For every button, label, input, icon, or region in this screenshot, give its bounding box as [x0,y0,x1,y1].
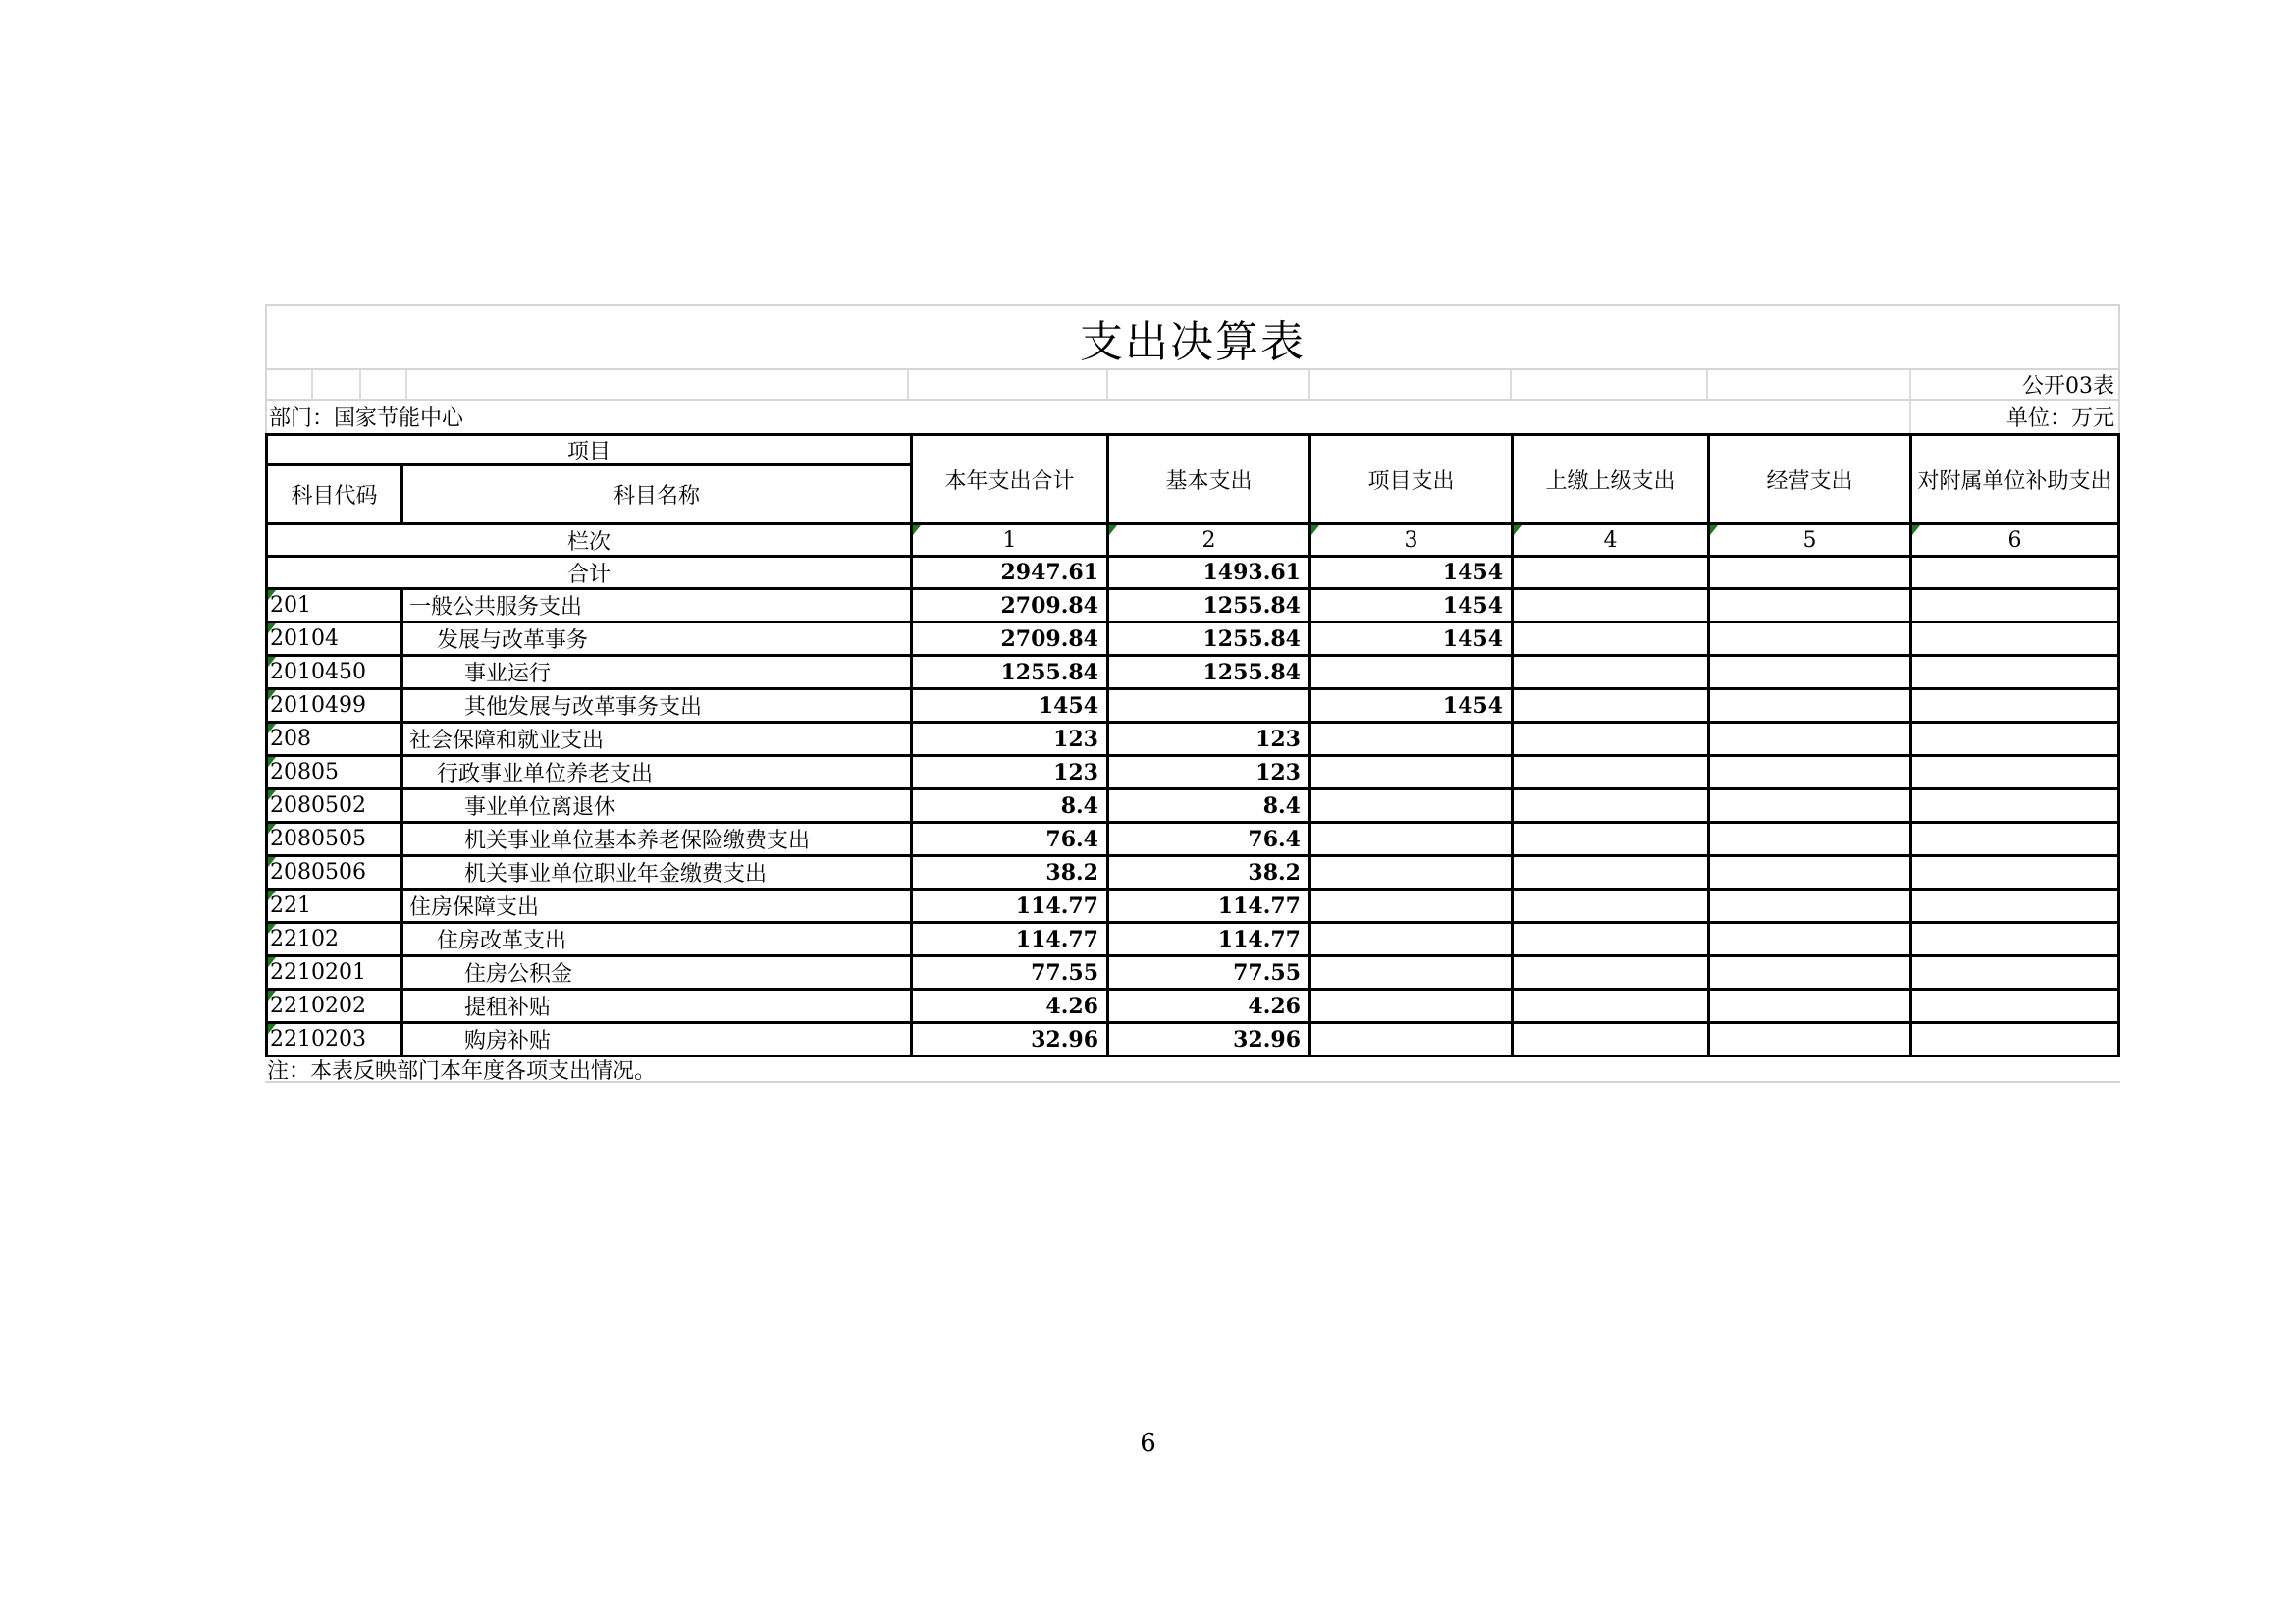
value-cell [1511,857,1707,888]
subject-name-cell: 一般公共服务支出 [409,595,583,620]
header-value-column: 项目支出 [1308,436,1511,522]
value-cell: 114.77 [1106,891,1308,921]
table-row [268,587,2117,621]
error-indicator-icon [913,525,921,535]
value-cell [1707,790,1909,821]
column-index-row [268,522,2117,555]
value-cell [1511,957,1707,988]
value-cell [1909,824,2117,854]
value-cell [1909,590,2117,621]
value-cell [1308,891,1511,921]
subject-name-cell: 住房公积金 [464,962,573,987]
subject-code-cell: 2210202 [268,991,403,1021]
value-cell [1909,991,2117,1021]
value-cell [1511,891,1707,921]
error-indicator-icon [1710,525,1718,535]
value-cell [1308,1024,1511,1055]
value-cell [1909,1024,2117,1055]
gridline [311,370,313,399]
page-title: 支出决算表 [1080,316,1306,367]
lanci-number: 4 [1511,525,1707,555]
header-item-sub [268,466,910,522]
value-cell [1909,757,2117,787]
error-indicator-icon [268,590,276,600]
value-cell [1909,857,2117,888]
value-cell: 8.4 [910,790,1106,821]
subject-name-cell: 行政事业单位养老支出 [437,762,654,786]
error-indicator-icon [268,957,276,967]
total-value [1511,558,1707,587]
value-cell [1308,857,1511,888]
value-cell [1909,891,2117,921]
value-cell [1707,924,1909,954]
lanci-number: 1 [910,525,1106,555]
subject-code-cell: 20104 [268,623,403,654]
table-footnote [265,1057,2120,1083]
value-cell [1707,1024,1909,1055]
table-row [268,954,2117,988]
total-cells [910,558,2117,587]
lanci-cells [910,525,2117,555]
value-cell: 8.4 [1106,790,1308,821]
total-row [268,555,2117,587]
total-value: 2947.61 [910,558,1106,587]
value-cell [1707,724,1909,754]
value-cell [1308,790,1511,821]
table-row [268,1021,2117,1055]
table-row [268,621,2117,654]
value-cell: 76.4 [1106,824,1308,854]
total-value [1909,558,2117,587]
value-cell: 4.26 [1106,991,1308,1021]
subject-name-cell: 其他发展与改革事务支出 [464,695,703,720]
table-row [268,888,2117,921]
header-value-column: 经营支出 [1707,436,1909,522]
value-cell: 1255.84 [910,657,1106,687]
value-cell: 114.77 [910,891,1106,921]
total-value: 1454 [1308,558,1511,587]
value-cell: 77.55 [1106,957,1308,988]
lanci-number: 2 [1106,525,1308,555]
value-cell: 32.96 [1106,1024,1308,1055]
header-value-column: 上缴上级支出 [1511,436,1707,522]
value-cell [1511,924,1707,954]
subject-code-cell: 201 [268,590,403,621]
error-indicator-icon [268,790,276,800]
value-cell [1707,857,1909,888]
value-cell [1909,790,2117,821]
header-item: 项目 [268,436,910,466]
value-cell [1707,690,1909,721]
value-cell: 114.77 [910,924,1106,954]
value-cell: 1454 [1308,690,1511,721]
sheet-label: 公开03表 [2022,374,2114,399]
expenditure-table [265,433,2120,1057]
value-cell [1707,891,1909,921]
gridline [1909,401,1911,433]
value-cell: 32.96 [910,1024,1106,1055]
subject-code-cell: 2080502 [268,790,403,821]
error-indicator-icon [268,757,276,767]
subject-code-cell: 221 [268,891,403,921]
error-indicator-icon [1514,525,1522,535]
lanci-number: 5 [1707,525,1909,555]
lanci-label: 栏次 [566,529,611,555]
subject-code-cell: 2210203 [268,1024,403,1055]
header-value-column: 对附属单位补助支出 [1909,436,2117,522]
value-cell: 38.2 [910,857,1106,888]
sheet-label-row [265,370,2120,401]
value-cell [1909,690,2117,721]
subject-code-cell: 2080505 [268,824,403,854]
value-cell: 77.55 [910,957,1106,988]
value-cell [1511,690,1707,721]
value-cell [1909,657,2117,687]
error-indicator-icon [268,991,276,1001]
value-cell: 1454 [910,690,1106,721]
value-cell [1511,623,1707,654]
table-row [268,787,2117,821]
value-cell [1707,957,1909,988]
value-cell [1909,724,2117,754]
subject-name-cell: 提租补贴 [464,996,552,1020]
gridline [1510,370,1512,399]
department-unit-row [265,401,2120,433]
value-cell [1308,657,1511,687]
value-cell [1308,957,1511,988]
header-value-column: 基本支出 [1106,436,1308,522]
value-cell [1106,690,1308,721]
subject-name-cell: 事业运行 [464,662,552,686]
error-indicator-icon [268,824,276,834]
value-cell [1909,957,2117,988]
value-cell [1511,991,1707,1021]
value-cell: 123 [1106,757,1308,787]
table-row [268,654,2117,687]
header-subject-code: 科目代码 [268,466,403,522]
page-number: 6 [1140,1429,1156,1458]
value-cell [1511,824,1707,854]
value-cell: 114.77 [1106,924,1308,954]
value-cell [1511,1024,1707,1055]
gridline [1308,370,1310,399]
table-title-row [265,304,2120,370]
error-indicator-icon [268,1024,276,1034]
value-cell [1511,724,1707,754]
subject-code-cell: 22102 [268,924,403,954]
subject-name-cell: 事业单位离退休 [464,795,616,820]
value-cell: 4.26 [910,991,1106,1021]
header-item-block [268,436,910,522]
spreadsheet-print-area [265,304,2120,1083]
value-cell: 123 [1106,724,1308,754]
total-value [1707,558,1909,587]
value-cell [1909,623,2117,654]
value-cell [1308,724,1511,754]
subject-name-cell: 社会保障和就业支出 [409,729,605,753]
value-cell: 1454 [1308,623,1511,654]
value-cell [1308,924,1511,954]
value-cell [1308,757,1511,787]
table-row [268,754,2117,787]
table-row [268,821,2117,854]
gridline [359,370,361,399]
value-cell: 38.2 [1106,857,1308,888]
total-value: 1493.61 [1106,558,1308,587]
table-row [268,721,2117,754]
lanci-number: 6 [1909,525,2117,555]
header-value-column: 本年支出合计 [910,436,1106,522]
header-subject-name: 科目名称 [613,484,700,509]
value-cell [1511,757,1707,787]
value-cell: 1255.84 [1106,623,1308,654]
department-label: 部门：国家节能中心 [269,406,464,431]
gridline [1106,370,1108,399]
table-row [268,854,2117,888]
subject-code-cell: 2010499 [268,690,403,721]
error-indicator-icon [268,857,276,867]
subject-code-cell: 208 [268,724,403,754]
footnote-text: 注：本表反映部门本年度各项支出情况。 [267,1058,657,1084]
value-cell [1707,590,1909,621]
value-cell [1308,991,1511,1021]
subject-name-cell: 机关事业单位基本养老保险缴费支出 [464,829,811,853]
value-cell: 1255.84 [1106,590,1308,621]
value-cell [1511,590,1707,621]
subject-name-cell: 购房补贴 [464,1029,552,1054]
value-cell: 76.4 [910,824,1106,854]
lanci-number: 3 [1308,525,1511,555]
error-indicator-icon [268,891,276,900]
subject-name-cell: 机关事业单位职业年金缴费支出 [464,862,768,887]
gridline [907,370,909,399]
value-cell [1308,824,1511,854]
table-header-row [268,436,2117,522]
value-cell [1707,757,1909,787]
value-cell [1707,623,1909,654]
error-indicator-icon [268,657,276,667]
subject-name-cell: 住房改革支出 [437,929,567,953]
value-cell: 2709.84 [910,590,1106,621]
subject-code-cell: 2080506 [268,857,403,888]
value-cell [1909,924,2117,954]
value-cell: 2709.84 [910,623,1106,654]
gridline [1909,370,1911,399]
subject-code-cell: 20805 [268,757,403,787]
total-label: 合计 [566,562,611,587]
value-cell: 123 [910,724,1106,754]
error-indicator-icon [1311,525,1319,535]
gridline [1706,370,1708,399]
table-row [268,988,2117,1021]
error-indicator-icon [268,924,276,934]
value-cell [1707,824,1909,854]
table-body [268,587,2117,1055]
subject-code-cell: 2210201 [268,957,403,988]
error-indicator-icon [1109,525,1117,535]
subject-name-cell: 发展与改革事务 [437,628,589,653]
value-cell: 1255.84 [1106,657,1308,687]
value-cell [1511,657,1707,687]
subject-code-cell: 2010450 [268,657,403,687]
error-indicator-icon [268,623,276,633]
table-row [268,687,2117,721]
value-cell [1707,657,1909,687]
unit-label: 单位：万元 [2005,406,2114,431]
subject-name-cell: 住房保障支出 [409,895,540,920]
gridline [405,370,407,399]
error-indicator-icon [268,724,276,733]
error-indicator-icon [268,690,276,700]
value-cell: 1454 [1308,590,1511,621]
error-indicator-icon [1912,525,1920,535]
value-cell [1511,790,1707,821]
value-cell: 123 [910,757,1106,787]
table-row [268,921,2117,954]
value-cell [1707,991,1909,1021]
header-value-columns [910,436,2117,522]
